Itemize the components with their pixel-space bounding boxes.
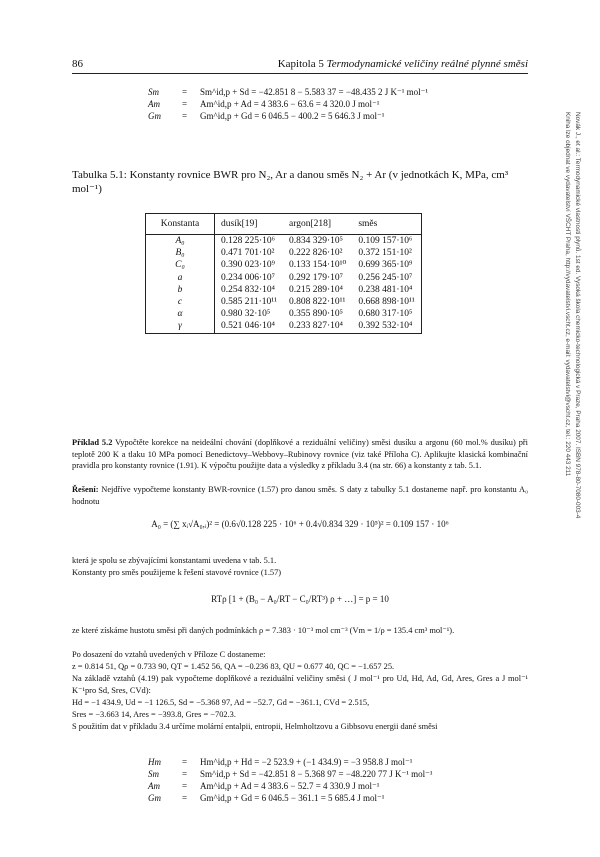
table-cell: 0.256 245·10⁷ bbox=[358, 272, 413, 283]
table-cell: 0.668 898·10¹¹ bbox=[358, 297, 415, 308]
column-header: dusík[19] bbox=[215, 214, 284, 235]
chapter-label: Kapitola 5 bbox=[277, 58, 324, 70]
table-cell: γ bbox=[146, 320, 215, 333]
table-cell: 0.254 832·10⁴ bbox=[221, 284, 275, 295]
page-header bbox=[72, 58, 528, 72]
column-header: argon[218] bbox=[283, 214, 352, 235]
table-cell: 0.355 890·10⁵ bbox=[289, 309, 343, 320]
table-cell: 0.390 023·10⁹ bbox=[221, 260, 275, 271]
paragraph: Po dosazení do vztahů uvedených v Příloze C dostaneme: bbox=[72, 650, 266, 659]
equation-lhs: Gm bbox=[148, 111, 161, 121]
table-cell: 0.222 826·10² bbox=[289, 248, 343, 259]
side-note-line-1: Novák J., et al.: Termodynamické vlastnosti plynů. 1st ed. Vysoká škola chemicko-technologická v Praze, Praha 2007. ISBN 978-80-7080-003-4 bbox=[574, 112, 581, 519]
table-cell: 0.292 179·10⁷ bbox=[289, 272, 343, 283]
table-cell: 0.680 317·10⁵ bbox=[358, 309, 413, 320]
table-cell: 0.238 481·10⁴ bbox=[358, 284, 413, 295]
equation-lhs: Am bbox=[148, 781, 160, 791]
equation-lhs: Am bbox=[148, 99, 160, 109]
example-paragraph bbox=[72, 437, 528, 472]
table-header-row bbox=[146, 214, 422, 235]
table-cell: 0.234 006·10⁷ bbox=[221, 272, 275, 283]
paragraph: ze které získáme hustotu směsi při daných podmínkách ρ = 7.383 · 10⁻³ mol cm⁻³ (Vm = 1/ρ = 135.4 cm³ mol⁻¹). bbox=[72, 626, 455, 635]
chapter-title: Termodynamické veličiny reálné plynné směsi bbox=[326, 58, 528, 70]
example-label: Příklad 5.2 bbox=[72, 438, 113, 447]
equals-sign: = bbox=[182, 87, 188, 97]
table-cell: 0.215 289·10⁴ bbox=[289, 284, 343, 295]
side-note bbox=[548, 112, 582, 732]
table-row bbox=[146, 308, 422, 320]
table-cell: 0.699 365·10⁹ bbox=[358, 260, 413, 271]
table-cell: c bbox=[146, 296, 215, 308]
equals-sign: = bbox=[182, 99, 188, 109]
equals-sign: = bbox=[182, 781, 188, 791]
paragraph: Na základě vztahů (4.19) pak vypočteme doplňkové a reziduální veličiny směsi ( J mol⁻¹ pro Ud, Hd, Ad, Gd, Ares, Gres a J mol⁻¹ K⁻¹pro Sd, Sres, CVd): bbox=[72, 674, 528, 695]
equals-sign: = bbox=[182, 769, 188, 779]
table-cell: α bbox=[146, 308, 215, 320]
table-row bbox=[146, 320, 422, 333]
solution-paragraph bbox=[72, 484, 528, 507]
equals-sign: = bbox=[182, 111, 188, 121]
paragraph: Sres = −3.663 14, Ares = −393.8, Gres = −702.3. bbox=[72, 710, 236, 719]
table-cell: 0.980 32·10⁵ bbox=[221, 309, 271, 320]
paragraph: z = 0.814 51, Qρ = 0.733 90, QT = 1.452 56, QA = −0.236 83, QU = 0.677 40, QC = −1.657 25. bbox=[72, 662, 395, 671]
equals-sign: = bbox=[182, 757, 188, 767]
solution-label: Řešení: bbox=[72, 485, 99, 494]
side-note-line-2: Kniha lze objednat ve vydavatelství VŠCHT Praha, http://vydavatelstvi.vscht.cz, e-mail: vydavatelstvi@vscht.cz, tel.: 220 443 211 bbox=[564, 112, 572, 477]
table-cell: a bbox=[146, 272, 215, 284]
table-cell: B₀ bbox=[146, 247, 215, 259]
equation-lhs: Gm bbox=[148, 793, 161, 803]
paragraph: Hd = −1 434.9, Ud = −1 126.5, Sd = −5.368 97, Ad = −52.7, Gd = −361.1, CVd = 2.515, bbox=[72, 698, 370, 707]
equation-lhs: Hm bbox=[148, 757, 161, 767]
header-rule bbox=[72, 73, 528, 74]
equation-lhs: Sm bbox=[148, 769, 159, 779]
table-row bbox=[146, 247, 422, 259]
table-cell: A₀ bbox=[146, 235, 215, 248]
equation-state: RTρ [1 + (B₀ − A₀/RT − C₀/RT³) ρ + …] = p = 10 bbox=[211, 594, 389, 604]
equation-rhs: Sm^id,p + Sd = −42.851 8 − 5.368 97 = −48.220 77 J K⁻¹ mol⁻¹ bbox=[200, 769, 433, 779]
table-cell: 0.133 154·10¹⁰ bbox=[289, 260, 347, 271]
equation-rhs: Am^id,p + Ad = 4 383.6 − 63.6 = 4 320.0 J mol⁻¹ bbox=[200, 99, 380, 109]
equation-rhs: Hm^id,p + Hd = −2 523.9 + (−1 434.9) = −3 958.8 J mol⁻¹ bbox=[200, 757, 413, 767]
table-row bbox=[146, 272, 422, 284]
equation-rhs: Am^id,p + Ad = 4 383.6 − 52.7 = 4 330.9 J mol⁻¹ bbox=[200, 781, 380, 791]
table-cell: 0.471 701·10² bbox=[221, 248, 275, 259]
table-cell: 0.585 211·10¹¹ bbox=[221, 297, 278, 308]
solution-text: Nejdříve vypočteme konstanty BWR-rovnice (1.57) pro danou směs. S daty z tabulky 5.1 dostaneme např. pro konstantu A₀ hodnotu bbox=[72, 485, 528, 506]
table-row bbox=[146, 296, 422, 308]
table-cell: 0.392 532·10⁴ bbox=[358, 321, 413, 332]
page-number: 86 bbox=[72, 58, 83, 70]
table-cell: 0.128 225·10⁶ bbox=[221, 236, 275, 246]
table-row bbox=[146, 235, 422, 248]
column-header: směs bbox=[352, 214, 421, 235]
column-header: Konstanta bbox=[146, 214, 215, 235]
equals-sign: = bbox=[182, 793, 188, 803]
chapter-heading bbox=[278, 58, 528, 70]
table-cell: 0.372 151·10² bbox=[358, 248, 412, 259]
paragraph: Konstanty pro směs použijeme k řešení stavové rovnice (1.57) bbox=[72, 568, 282, 577]
equation-rhs: Sm^id,p + Sd = −42.851 8 − 5.583 37 = −48.435 2 J K⁻¹ mol⁻¹ bbox=[200, 87, 429, 97]
equation-a0: A₀ = (∑ xᵢ√A₀,ᵢ)² = (0.6√0.128 225 · 10⁶ + 0.4√0.834 329 · 10⁵)² = 0.109 157 · 10⁶ bbox=[151, 519, 449, 529]
bwr-constants-table bbox=[145, 213, 422, 334]
table-row bbox=[146, 284, 422, 296]
table-cell: b bbox=[146, 284, 215, 296]
table-caption: Tabulka 5.1: Konstanty rovnice BWR pro N₂, Ar a danou směs N₂ + Ar (v jednotkách K, MPa, cm³ mol⁻¹) bbox=[72, 169, 509, 195]
table-cell: 0.109 157·10⁶ bbox=[358, 236, 413, 246]
paragraph: S použitím dat v příkladu 3.4 určíme molární entalpii, entropii, Helmholtzovu a Gibbsovu energii dané směsi bbox=[72, 722, 438, 731]
table-cell: 0.808 822·10¹¹ bbox=[289, 297, 346, 308]
table-cell: 0.834 329·10⁵ bbox=[289, 236, 343, 246]
table-cell: C₀ bbox=[146, 259, 215, 271]
equation-rhs: Gm^id,p + Gd = 6 046.5 − 361.1 = 5 685.4 J mol⁻¹ bbox=[200, 793, 385, 803]
equation-lhs: Sm bbox=[148, 87, 159, 97]
table-row bbox=[146, 259, 422, 271]
example-text: Vypočtěte korekce na neideální chování (doplňkové a reziduální veličiny) směsi dusíku a argonu (60 mol.% dusíku) při teplotě 200 K a tlaku 10 MPa pomocí Benedictovy–Webbovy–Rubinovy rovnice (viz také Příloha C). Aplikujte klasická kombinační pravidla pro konstanty rovnice (1.91). K výpočtu použijte data a výsledky z příkladu 3.4 (na str. 66) a konstanty z tab. 5.1. bbox=[72, 438, 529, 471]
paragraph: která je spolu se zbývajícími konstantami uvedena v tab. 5.1. bbox=[72, 556, 277, 565]
equation-rhs: Gm^id,p + Gd = 6 046.5 − 400.2 = 5 646.3 J mol⁻¹ bbox=[200, 111, 385, 121]
table-cell: 0.521 046·10⁴ bbox=[221, 321, 275, 332]
table-cell: 0.233 827·10⁴ bbox=[289, 321, 343, 332]
